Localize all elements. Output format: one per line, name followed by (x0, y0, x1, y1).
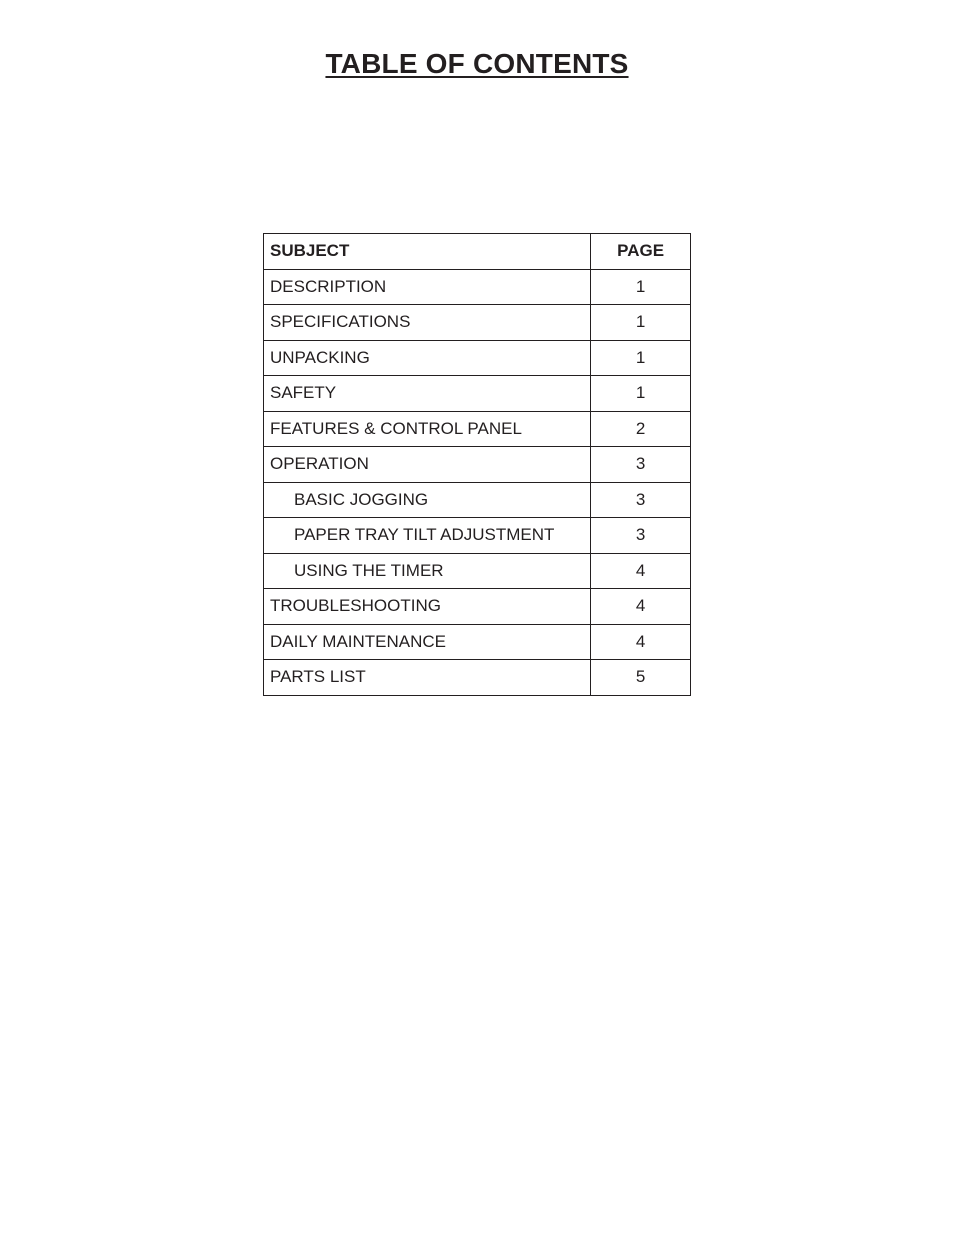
row-subject: PAPER TRAY TILT ADJUSTMENT (264, 518, 591, 554)
row-page: 1 (591, 269, 691, 305)
row-subject: TROUBLESHOOTING (264, 589, 591, 625)
row-page: 3 (591, 518, 691, 554)
table-row (264, 518, 691, 554)
table-row (264, 553, 691, 589)
row-page: 1 (591, 340, 691, 376)
row-page: 3 (591, 482, 691, 518)
row-page: 4 (591, 553, 691, 589)
table-row (264, 482, 691, 518)
header-subject: SUBJECT (264, 234, 591, 270)
row-subject: SPECIFICATIONS (264, 305, 591, 341)
table-body (264, 269, 691, 695)
row-subject: SAFETY (264, 376, 591, 412)
row-page: 3 (591, 447, 691, 483)
row-page: 1 (591, 305, 691, 341)
row-page: 2 (591, 411, 691, 447)
row-page: 5 (591, 660, 691, 696)
row-subject: BASIC JOGGING (264, 482, 591, 518)
row-page: 1 (591, 376, 691, 412)
row-subject: UNPACKING (264, 340, 591, 376)
row-page: 4 (591, 624, 691, 660)
table-row (264, 340, 691, 376)
row-subject: DAILY MAINTENANCE (264, 624, 591, 660)
row-subject: DESCRIPTION (264, 269, 591, 305)
row-subject: PARTS LIST (264, 660, 591, 696)
page-title: TABLE OF CONTENTS (325, 48, 629, 79)
table-row (264, 376, 691, 412)
table-row (264, 269, 691, 305)
table-row (264, 447, 691, 483)
table-header-row (264, 234, 691, 270)
table-row (264, 589, 691, 625)
header-page: PAGE (591, 234, 691, 270)
table-row (264, 411, 691, 447)
table-of-contents (263, 233, 691, 696)
table-row (264, 660, 691, 696)
row-page: 4 (591, 589, 691, 625)
table-row (264, 305, 691, 341)
row-subject: OPERATION (264, 447, 591, 483)
row-subject: USING THE TIMER (264, 553, 591, 589)
table-row (264, 624, 691, 660)
row-subject: FEATURES & CONTROL PANEL (264, 411, 591, 447)
